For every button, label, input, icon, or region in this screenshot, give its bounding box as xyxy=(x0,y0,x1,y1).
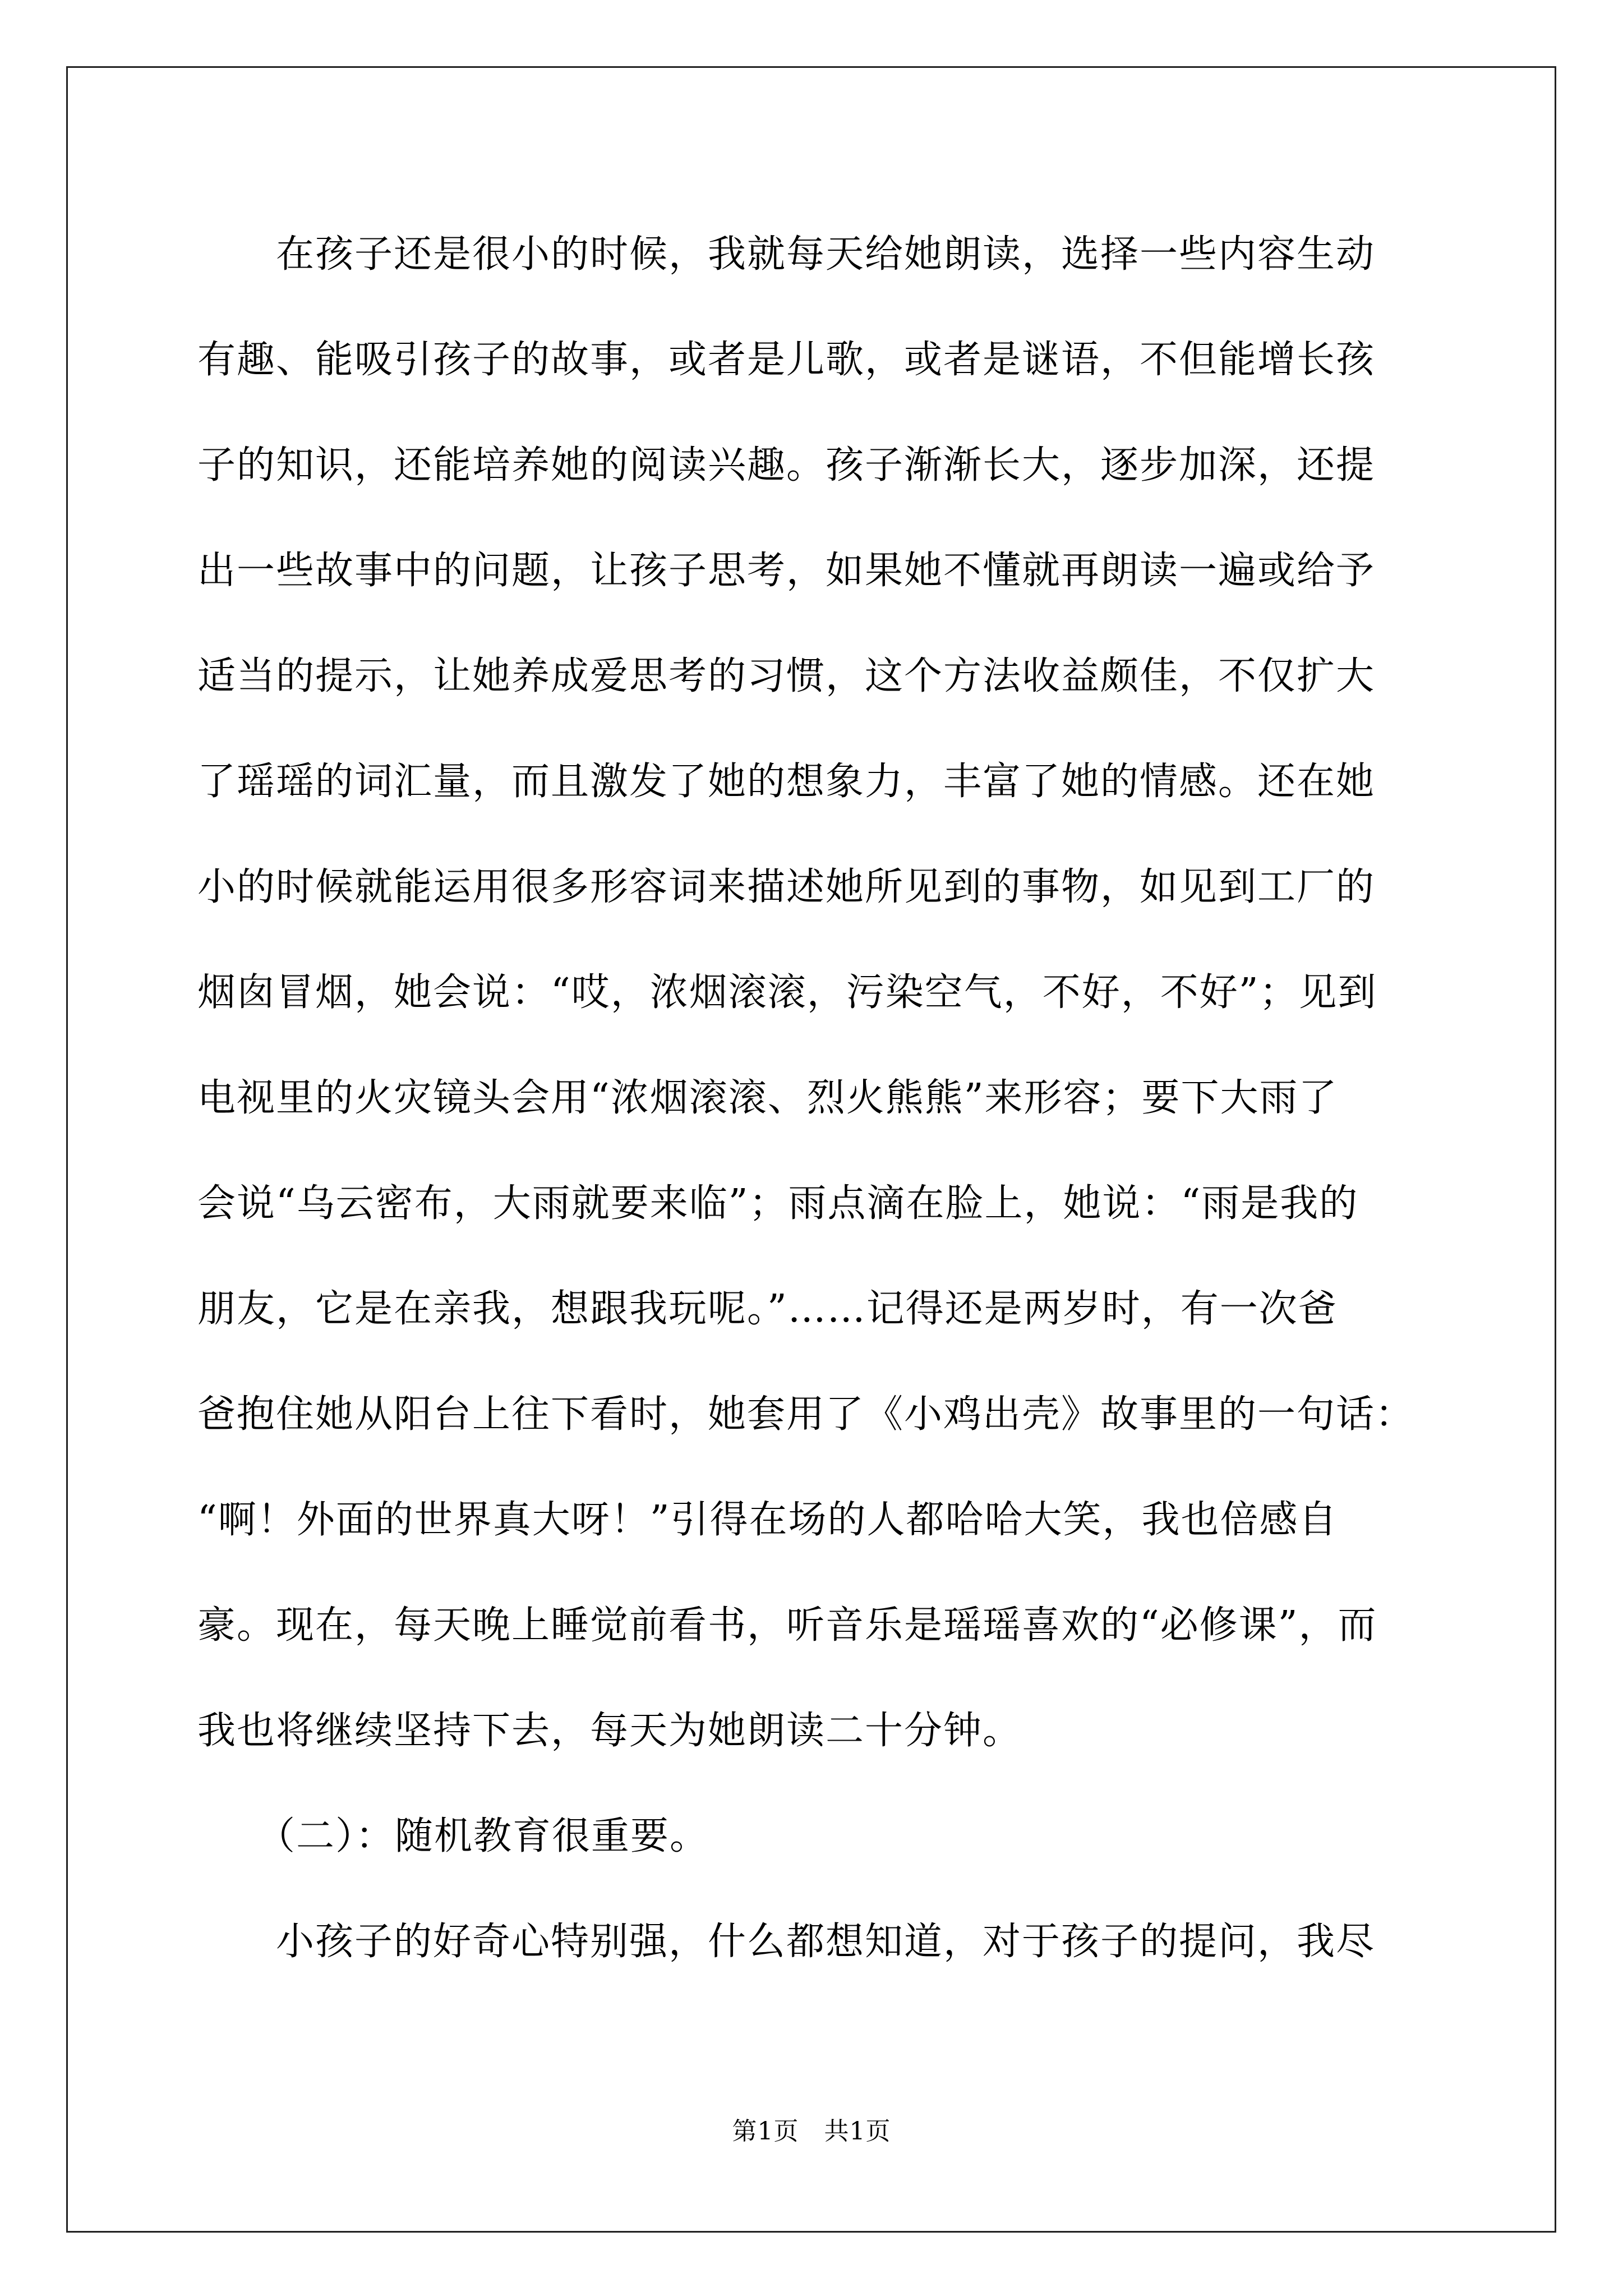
body-line: 在孩子还是很小的时候，我就每天给她朗读，选择一些内容生动 xyxy=(197,232,1376,277)
body-line: 适当的提示，让她养成爱思考的习惯，这个方法收益颇佳，不仅扩大 xyxy=(197,654,1376,698)
page-border xyxy=(66,66,1556,2233)
body-line: 电视里的火灾镜头会用“浓烟滚滚、烈火熊熊”来形容；要下大雨了 xyxy=(197,1076,1338,1120)
body-line: 出一些故事中的问题，让孩子思考，如果她不懂就再朗读一遍或给予 xyxy=(197,549,1376,593)
body-line: 小的时候就能运用很多形容词来描述她所见到的事物，如见到工厂的 xyxy=(197,865,1376,909)
body-line: 有趣、能吸引孩子的故事，或者是儿歌，或者是谜语，不但能增长孩 xyxy=(197,338,1376,382)
body-line: 我也将继续坚持下去，每天为她朗读二十分钟。 xyxy=(197,1709,1022,1753)
section-heading: （二）：随机教育很重要。 xyxy=(197,1814,709,1858)
page-number-footer: 第1页 共1页 xyxy=(732,2117,891,2146)
body-line: 烟囱冒烟，她会说：“哎，浓烟滚滚，污染空气，不好，不好”；见到 xyxy=(197,970,1377,1015)
body-line: 豪。现在，每天晚上睡觉前看书，听音乐是瑶瑶喜欢的“必修课”，而 xyxy=(197,1603,1377,1648)
body-line: 朋友，它是在亲我，想跟我玩呢。”……记得还是两岁时，有一次爸 xyxy=(197,1287,1338,1331)
body-line: “啊！外面的世界真大呀！”引得在场的人都哈哈大笑，我也倍感自 xyxy=(197,1498,1338,1542)
body-line: 爸抱住她从阳台上往下看时，她套用了《小鸡出壳》故事里的一句话： xyxy=(197,1392,1415,1437)
body-line: 小孩子的好奇心特别强，什么都想知道，对于孩子的提问，我尽 xyxy=(197,1920,1376,1964)
body-line: 会说“乌云密布，大雨就要来临”；雨点滴在脸上，她说：“雨是我的 xyxy=(197,1181,1359,1226)
body-line: 子的知识，还能培养她的阅读兴趣。孩子渐渐长大，逐步加深，还提 xyxy=(197,443,1376,487)
body-line: 了瑶瑶的词汇量，而且激发了她的想象力，丰富了她的情感。还在她 xyxy=(197,760,1376,804)
